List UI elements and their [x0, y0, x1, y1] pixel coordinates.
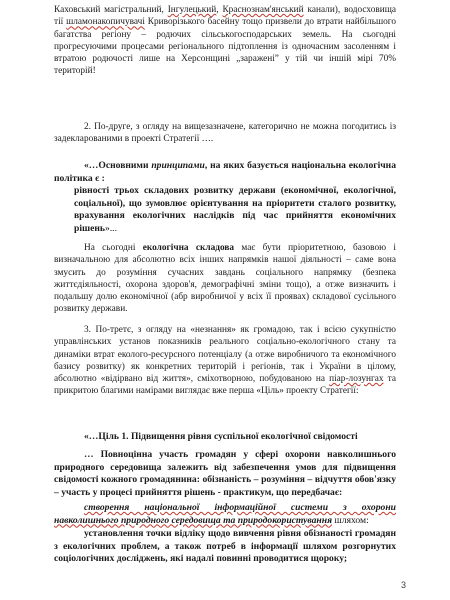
- spellcheck-word: Краснознам'янський: [222, 5, 304, 15]
- quote-open: «…Основними: [84, 160, 152, 171]
- text-run: канали), водосховища тії: [54, 5, 396, 28]
- emphasis-principles: принципами: [151, 160, 205, 171]
- text-run: Каховський магістральний,: [54, 5, 168, 15]
- text-run: 3. По-третє, з огляду на «незнання» як громадою, так і всією сукупністю управлінських установ показників реального соціально-екологічного стану та динаміки втрат еколого-ресурсного потенціалу (а отже виробничого та економічного базису розвитку) як конкретних територій і регіонів, так і України в цілому, абсолютно «відірвано від життя», сміхотворною, побудованою на: [54, 325, 396, 385]
- text-run: має бути пріоритетною, базовою і визначальною для абсолютно всіх інших напрямків нашої діяльності – саме вона змусить до розуміння сучасних завдань соціального напрямку (безпека життєдіяльності, охорона здоров'я, демографічні зміни тощо), а отже визначить і подальшу долю економічної (абр виробничої у всіх її проявах) складової сусільного розвитку держави.: [54, 243, 396, 315]
- bold-ecological-component: екологічна складова: [142, 243, 235, 253]
- paragraph-text: 2. По-друге, з огляду на вищезазначене, категорично не можна погодитись із задекларованими в проекті Стратегії ….: [54, 122, 396, 145]
- participation-text: … Повноцінна участь громадян у сфері охорони навколишнього природного середовища залежить від забезпечення умов для підвищення свідомості кожного громадянина: обізнаність – розуміння – відчуття обов'язку – участь у процесі прийняття рішень - практикум, що передбачає:: [54, 449, 396, 498]
- text-run: ,: [216, 5, 223, 15]
- paragraph-participation: [54, 449, 396, 499]
- text-run: та прикритою благими намірами виглядає вже перша «Ціль» проекту Стратегії:: [54, 374, 396, 397]
- spellcheck-word: шламонакопичувачі: [66, 17, 145, 28]
- goal-1-title: «…Ціль 1. Підвищення рівня суспільної екологічної свідомості: [84, 431, 358, 442]
- quote-equality: рівності трьох складових розвитку держави (економічної, екологічної, соціальної), що зумовлює орієнтування на пріоритети сталого розвитку, врахування екологічних наслідків під час прийняття економічних рішень: [74, 185, 396, 234]
- page-number: 3: [400, 580, 406, 590]
- paragraph-point-2: [54, 121, 396, 146]
- paragraph-information-system: [54, 502, 396, 527]
- info-system-text: створення національної інформаційної системи з охорони навколишнього природного середовища та природокористування: [54, 502, 396, 526]
- paragraph-ecological-component: [54, 242, 396, 316]
- paragraph-canals: [54, 4, 396, 78]
- paragraph-reference-point: [54, 528, 396, 566]
- goal-heading: [54, 431, 396, 444]
- paragraph-point-3: [54, 324, 396, 398]
- text-run: шляхом:: [332, 514, 369, 526]
- quote-text: , на яких базується національна екологічна політика є :: [54, 160, 396, 184]
- text-run: Криворізького басейну тощо призвели до втрати найбільшого багатства регіону – родючих сільськогосподарських земель. На сьогодні прогресуючими процесами регіонального підтоплення із одночасним засоленням і втратою родючості лише на Херсонщині „заражені” у тій чи іншій мірі 70% територій!: [54, 17, 397, 77]
- quote-principles: [54, 160, 396, 236]
- reference-point-text: установлення точки відліку щодо вивчення рівня обізнаності громадян з екологічних проблем, а також потреб в інформації шляхом розгорнутих соціологічних досліджень, які надалі повинні проводитися щороку;: [54, 528, 396, 565]
- quote-close: »...: [104, 222, 117, 234]
- spellcheck-word: Інгулецький: [167, 5, 217, 15]
- spellcheck-word: піар-лозунгах: [329, 374, 384, 385]
- text-run: На сьогодні: [84, 243, 143, 253]
